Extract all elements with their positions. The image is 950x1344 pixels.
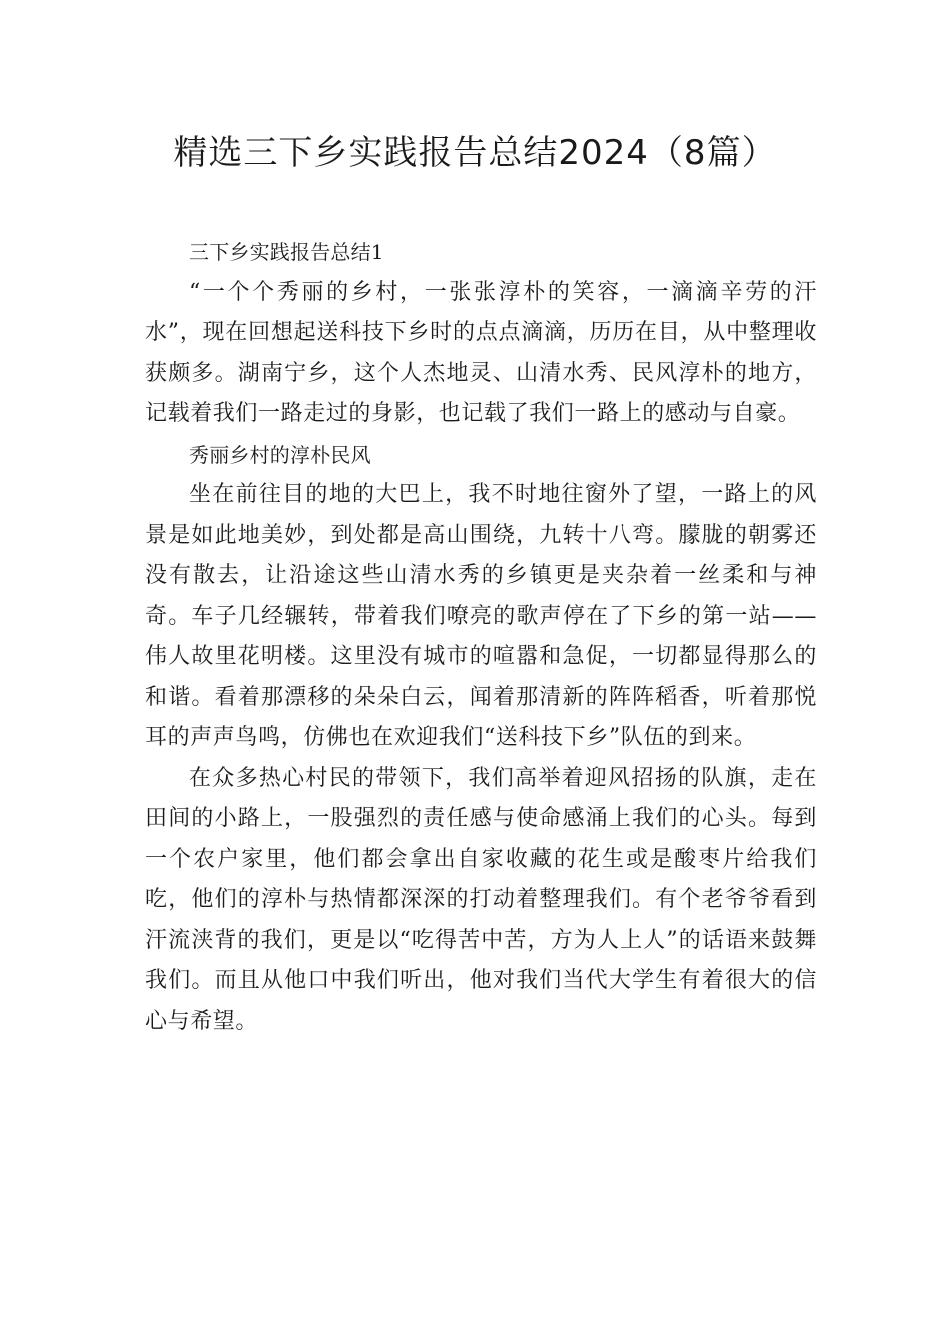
paragraph-villagers: 在众多热心村民的带领下，我们高举着迎风招扬的队旗，走在田间的小路上，一股强烈的责任感与使命感涌上我们的心头。每到一个农户家里，他们都会拿出自家收藏的花生或是酸枣片给我们吃，他们的淳朴与热情都深深的打动着整理我们。有个老爷爷看到汗流浃背的我们，更是以“吃得苦中苦，方为人上人”的话语来鼓舞我们。而且从他口中我们听出，他对我们当代大学生有着很大的信心与希望。 xyxy=(145,765,817,1034)
document-body xyxy=(145,232,817,1042)
paragraph-journey: 坐在前往目的地的大巴上，我不时地往窗外了望，一路上的风景是如此地美妙，到处都是高山围绕，九转十八弯。朦胧的朝雾还没有散去，让沿途这些山清水秀的乡镇更是夹杂着一丝柔和与神奇。车子几经辗转，带着我们嘹亮的歌声停在了下乡的第一站——伟人故里花明楼。这里没有城市的喧嚣和急促，一切都显得那么的和谐。看着那漂移的朵朵白云，闻着那清新的阵阵稻香，听着那悦耳的声声鸟鸣，仿佛也在欢迎我们“送科技下乡”队伍的到来。 xyxy=(145,482,817,750)
paragraph-intro: “一个个秀丽的乡村，一张张淳朴的笑容，一滴滴辛劳的汗水”，现在回想起送科技下乡时的点点滴滴，历历在目，从中整理收获颇多。湖南宁乡，这个人杰地灵、山清水秀、民风淳朴的地方，记载着我们一路走过的身影，也记载了我们一路上的感动与自豪。 xyxy=(145,279,817,426)
section-heading-2: 秀丽乡村的淳朴民风 xyxy=(189,442,371,467)
document-title: 精选三下乡实践报告总结2024（8篇） xyxy=(173,133,777,173)
section-heading-1: 三下乡实践报告总结1 xyxy=(189,240,384,264)
